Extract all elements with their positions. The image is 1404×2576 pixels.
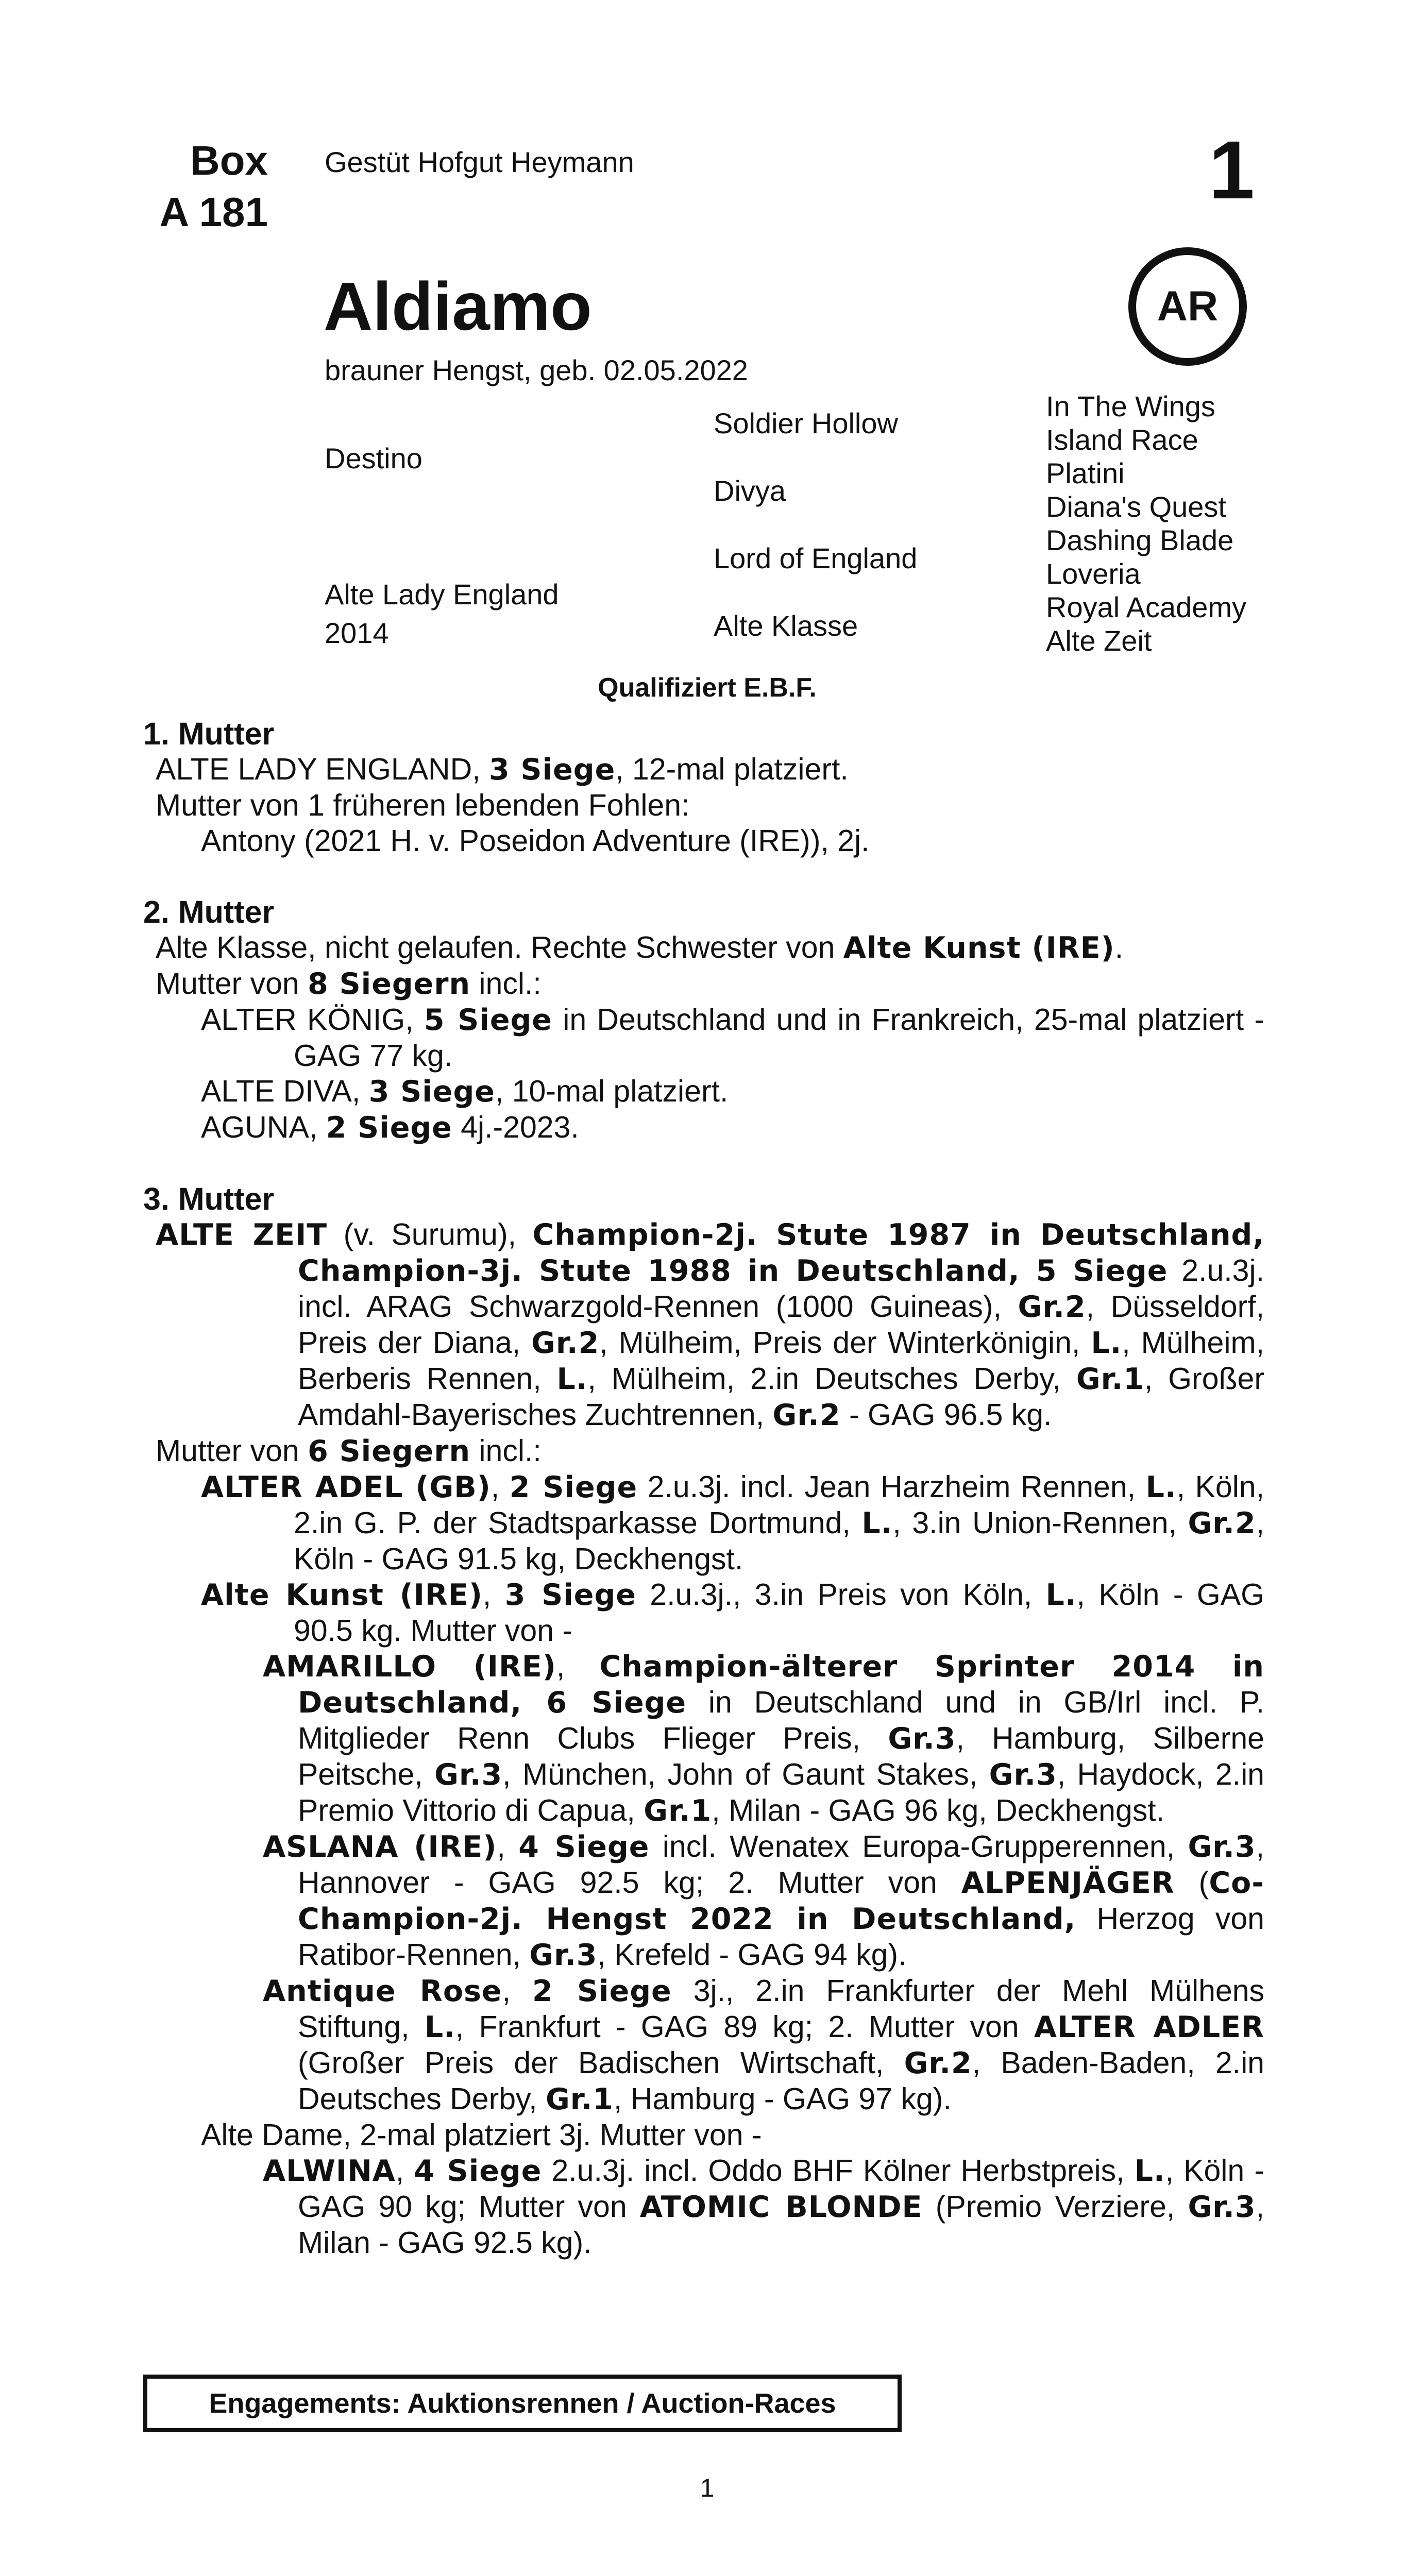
first-dam-produce-intro: Mutter von 1 früheren lebenden Fohlen: — [156, 788, 690, 822]
pedigree-dam-year: 2014 — [325, 617, 389, 649]
pedigree-great-grandparent: Royal Academy — [1046, 591, 1247, 623]
second-dam-winners: Mutter von 8 Siegern incl.: — [156, 967, 542, 1001]
second-dam-line: Alte Klasse, nicht gelaufen. Rechte Schwester von Alte Kunst (IRE). — [156, 930, 1124, 965]
box-number: A 181 — [159, 189, 268, 235]
produce-alte-dame: Alte Dame, 2-mal platziert 3j. Mutter von - — [201, 2118, 762, 2152]
second-dam-heading: 2. Mutter — [143, 894, 275, 929]
pedigree-great-grandparent: Loveria — [1046, 557, 1141, 590]
pedigree-grandparent: Lord of England — [714, 542, 918, 574]
first-dam-foal: Antony (2021 H. v. Poseidon Adventure (IRE)), 2j. — [201, 824, 870, 858]
page-number: 1 — [700, 2473, 715, 2502]
ar-badge-icon: AR — [1128, 247, 1247, 366]
pedigree-great-grandparent: Diana's Quest — [1046, 490, 1226, 523]
produce-amarillo: AMARILLO (IRE), Champion-älterer Sprinter 2014 in Deutschland, 6 Siege in Deutschland und in GB/Irl incl. P. Mitglieder Renn Clubs Flieger Preis, Gr.3, Hamburg, Silberne Peitsche, Gr.3, München, John of Gaunt Stakes, Gr.3, Haydock, 2.in Premio Vittorio di Capua, Gr.1, Milan - GAG 96 kg, Deckhengst. — [263, 1649, 1264, 1828]
third-dam-winners: Mutter von 6 Siegern incl.: — [156, 1434, 542, 1468]
pedigree-dam: Alte Lady England — [325, 578, 559, 611]
pedigree-great-grandparent: In The Wings — [1046, 390, 1215, 422]
third-dam-heading: 3. Mutter — [143, 1181, 275, 1216]
pedigree-grandparent: Divya — [714, 474, 786, 507]
horse-name: Aldiamo — [324, 268, 592, 344]
box-word: Box — [190, 138, 268, 183]
produce-aguna: AGUNA, 2 Siege 4j.-2023. — [201, 1110, 579, 1145]
produce-alwina: ALWINA, 4 Siege 2.u.3j. incl. Oddo BHF Kölner Herbstpreis, L., Köln - GAG 90 kg; Mutter von ATOMIC BLONDE (Premio Verziere, Gr.3, Milan - GAG 92.5 kg). — [263, 2154, 1264, 2260]
pedigree-great-grandparent: Platini — [1046, 457, 1125, 489]
horse-description: brauner Hengst, geb. 02.05.2022 — [325, 354, 748, 386]
pedigree-great-grandparent: Island Race — [1046, 423, 1198, 456]
dam-line-text — [143, 716, 1264, 2261]
produce-alter-koenig: ALTER KÖNIG, 5 Siege in Deutschland und in Frankreich, 25-mal platziert - GAG 77 kg. — [201, 1003, 1264, 1073]
first-dam-heading: 1. Mutter — [143, 716, 275, 751]
engagements-box: Engagements: Auktionsrennen / Auction-Races — [143, 2375, 902, 2432]
pedigree-great-grandparent: Dashing Blade — [1046, 524, 1234, 556]
produce-antique-rose: Antique Rose, 2 Siege 3j., 2.in Frankfurter der Mehl Mülhens Stiftung, L., Frankfurt - GAG 89 kg; 2. Mutter von ALTER ADLER (Großer Preis der Badischen Wirtschaft, Gr.2, Baden-Baden, 2.in Deutsches Derby, Gr.1, Hamburg - GAG 97 kg). — [263, 1974, 1265, 2116]
produce-aslana: ASLANA (IRE), 4 Siege incl. Wenatex Europa-Grupperennen, Gr.3, Hannover - GAG 92.5 kg; 2. Mutter von ALPENJÄGER (Co-Champion-2j. Hengst 2022 in Deutschland, Herzog von Ratibor-Rennen, Gr.3, Krefeld - GAG 94 kg). — [263, 1829, 1265, 1972]
pedigree-great-grandparent: Alte Zeit — [1046, 624, 1152, 657]
pedigree-great-grandparents — [1046, 389, 1246, 657]
third-dam-alte-zeit: ALTE ZEIT (v. Surumu), Champion-2j. Stute 1987 in Deutschland, Champion-3j. Stute 1988 in Deutschland, 5 Siege 2.u.3j. incl. ARAG Schwarzgold-Rennen (1000 Guineas), Gr.2, Düsseldorf, Preis der Diana, Gr.2, Mülheim, Preis der Winterkönigin, L., Mülheim, Berberis Rennen, L., Mülheim, 2.in Deutsches Derby, Gr.1, Großer Amdahl-Bayerisches Zuchtrennen, Gr.2 - GAG 96.5 kg. — [156, 1217, 1265, 1432]
lot-number: 1 — [1209, 124, 1255, 216]
produce-alter-adel: ALTER ADEL (GB), 2 Siege 2.u.3j. incl. Jean Harzheim Rennen, L., Köln, 2.in G. P. der Stadtsparkasse Dortmund, L., 3.in Union-Rennen, Gr.2, Köln - GAG 91.5 kg, Deckhengst. — [201, 1470, 1265, 1576]
pedigree-grandparent: Soldier Hollow — [714, 407, 898, 439]
produce-alte-kunst: Alte Kunst (IRE), 3 Siege 2.u.3j., 3.in Preis von Köln, L., Köln - GAG 90.5 kg. Mutter von - — [201, 1578, 1264, 1648]
box-label — [129, 135, 268, 238]
consignor: Gestüt Hofgut Heymann — [325, 146, 634, 178]
qualification: Qualifiziert E.B.F. — [598, 673, 817, 703]
produce-alte-diva: ALTE DIVA, 3 Siege, 10-mal platziert. — [201, 1074, 729, 1109]
first-dam-line: ALTE LADY ENGLAND, 3 Siege, 12-mal platziert. — [156, 752, 849, 787]
pedigree-sire: Destino — [325, 442, 422, 474]
pedigree-grandparent: Alte Klasse — [714, 609, 858, 642]
